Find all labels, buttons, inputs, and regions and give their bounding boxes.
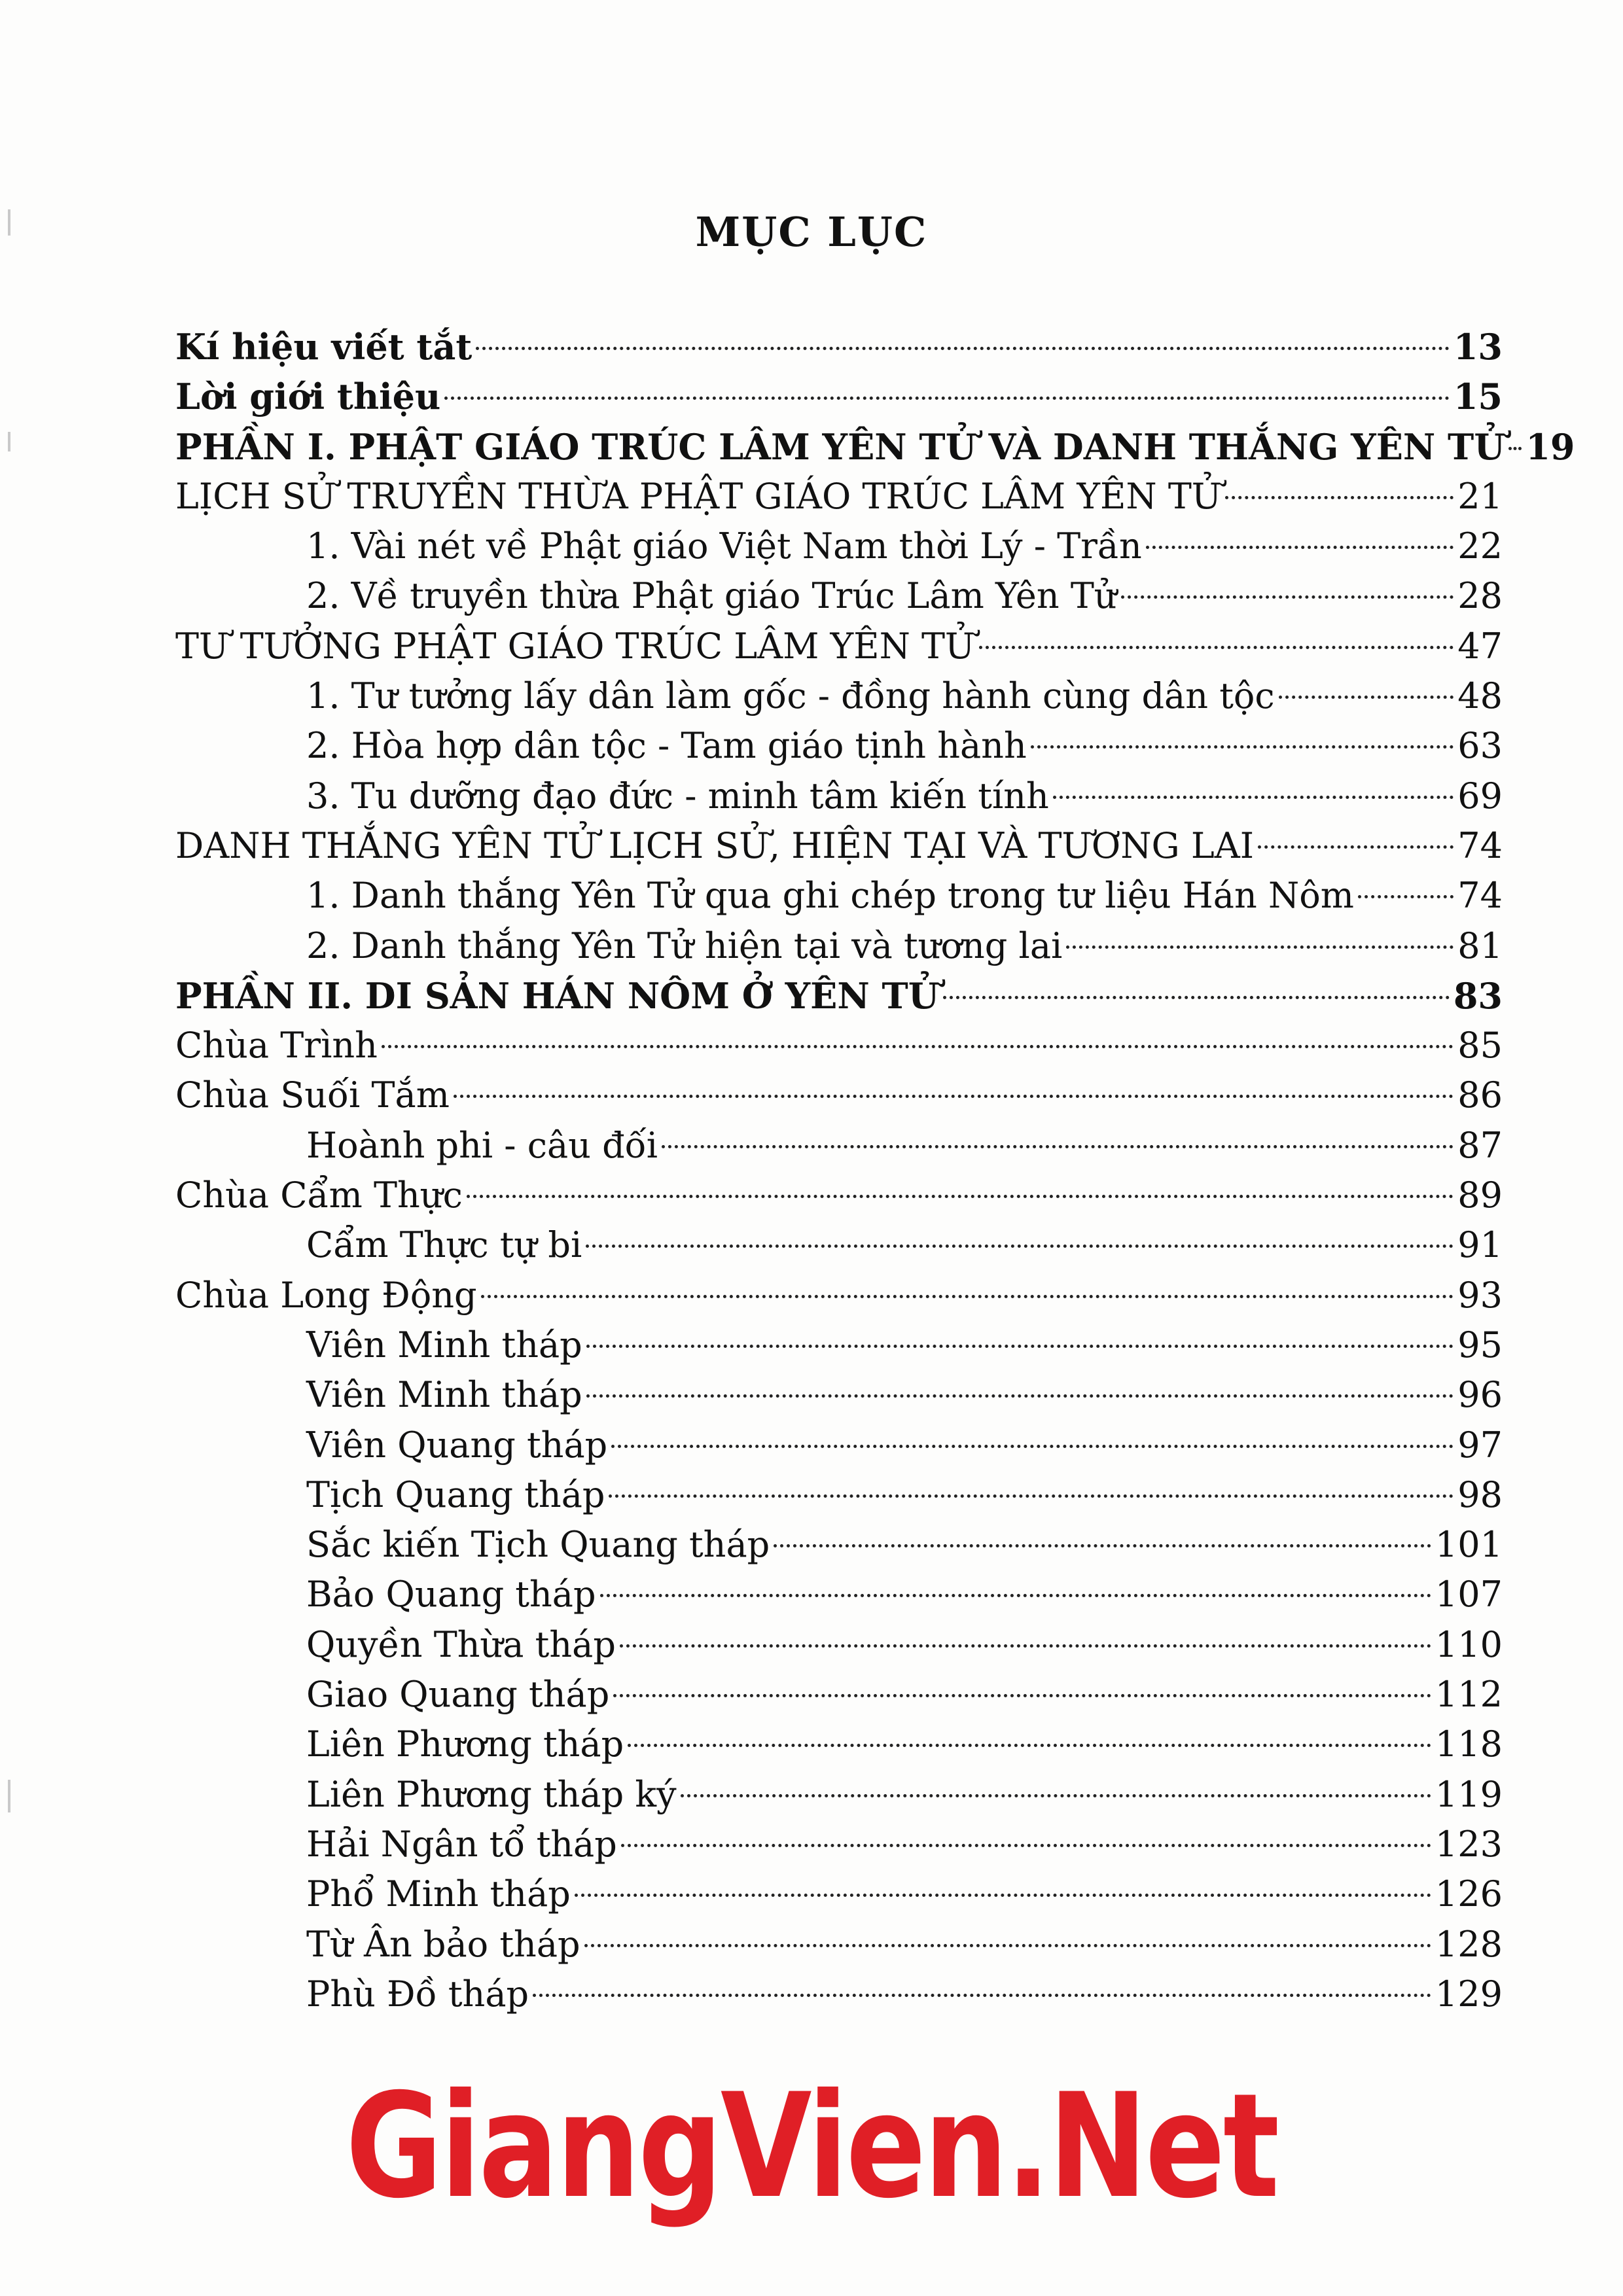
toc-entry[interactable] xyxy=(175,921,1503,971)
table-of-contents xyxy=(175,322,1575,2019)
scan-edge-mark xyxy=(8,432,10,451)
page-title: MỤC LỤC xyxy=(695,208,928,256)
toc-entry-title: Chùa Long Động xyxy=(175,1274,477,1316)
toc-entry-page-number: 128 xyxy=(1435,1923,1503,1965)
toc-entry[interactable] xyxy=(175,1770,1503,1820)
toc-entry-page-number: 86 xyxy=(1457,1074,1503,1116)
toc-entry-page-number: 83 xyxy=(1453,974,1503,1017)
toc-entry-page-number: 110 xyxy=(1435,1623,1503,1665)
toc-entry[interactable] xyxy=(175,1720,1503,1769)
toc-entry[interactable] xyxy=(175,971,1503,1021)
dot-leader xyxy=(681,1794,1431,1797)
dot-leader xyxy=(628,1744,1431,1747)
toc-entry-title: Chùa Cẩm Thực xyxy=(175,1174,463,1216)
toc-entry-page-number: 47 xyxy=(1457,625,1503,667)
toc-entry-page-number: 118 xyxy=(1435,1723,1503,1765)
toc-entry[interactable] xyxy=(175,1470,1503,1520)
toc-entry-title: Giao Quang tháp xyxy=(306,1674,610,1716)
toc-entry-title: Chùa Trình xyxy=(175,1025,378,1067)
toc-entry-title: Bảo Quang tháp xyxy=(306,1574,596,1616)
toc-entry[interactable] xyxy=(175,1070,1503,1120)
toc-entry-page-number: 74 xyxy=(1457,824,1503,866)
toc-entry-title: Liên Phương tháp xyxy=(306,1723,624,1765)
toc-entry-title: Viên Minh tháp xyxy=(306,1374,582,1416)
toc-entry-title: 1. Vài nét về Phật giáo Việt Nam thời Lý - Trần xyxy=(306,525,1142,567)
toc-entry-page-number: 101 xyxy=(1435,1524,1503,1566)
toc-entry-title: 1. Danh thắng Yên Tử qua ghi chép trong tư liệu Hán Nôm xyxy=(306,875,1354,917)
dot-leader xyxy=(467,1195,1454,1198)
dot-leader xyxy=(611,1445,1454,1448)
toc-entry-title: TƯ TƯỞNG PHẬT GIÁO TRÚC LÂM YÊN TỬ xyxy=(175,625,975,667)
dot-leader xyxy=(609,1494,1454,1498)
toc-entry-page-number: 19 xyxy=(1525,425,1575,468)
toc-entry-title: Liên Phương tháp ký xyxy=(306,1773,677,1815)
toc-entry[interactable] xyxy=(175,1969,1503,2019)
toc-entry-title: 3. Tu dưỡng đạo đức - minh tâm kiến tính xyxy=(306,775,1049,817)
toc-entry-title: Sắc kiến Tịch Quang tháp xyxy=(306,1524,770,1566)
toc-entry-page-number: 119 xyxy=(1435,1773,1503,1815)
toc-entry-title: Tịch Quang tháp xyxy=(306,1474,605,1515)
dot-leader xyxy=(620,1644,1431,1648)
toc-entry-page-number: 96 xyxy=(1457,1374,1503,1416)
toc-entry[interactable] xyxy=(175,1620,1503,1670)
toc-entry-page-number: 129 xyxy=(1435,1973,1503,2015)
toc-entry[interactable] xyxy=(175,1920,1503,1969)
dot-leader xyxy=(382,1045,1454,1048)
toc-entry-page-number: 81 xyxy=(1457,925,1503,966)
toc-entry[interactable] xyxy=(175,422,1575,472)
dot-leader xyxy=(621,1844,1431,1847)
dot-leader xyxy=(1508,447,1522,450)
toc-entry-title: Viên Quang tháp xyxy=(306,1424,608,1466)
toc-entry[interactable] xyxy=(175,322,1503,372)
dot-leader xyxy=(1258,845,1454,849)
dot-leader xyxy=(943,996,1450,999)
toc-entry[interactable] xyxy=(175,1271,1503,1320)
toc-entry-page-number: 107 xyxy=(1435,1574,1503,1616)
toc-entry[interactable] xyxy=(175,721,1503,771)
toc-entry[interactable] xyxy=(175,1320,1503,1370)
dot-leader xyxy=(1121,595,1454,599)
toc-entry-page-number: 89 xyxy=(1457,1174,1503,1216)
toc-entry[interactable] xyxy=(175,1570,1503,1619)
toc-entry-page-number: 85 xyxy=(1457,1025,1503,1067)
toc-entry-title: Cẩm Thực tự bi xyxy=(306,1224,582,1266)
toc-entry-title: PHẦN II. DI SẢN HÁN NÔM Ở YÊN TỬ xyxy=(175,974,939,1017)
dot-leader xyxy=(586,1245,1454,1248)
dot-leader xyxy=(575,1894,1431,1897)
toc-entry-page-number: 69 xyxy=(1457,775,1503,817)
toc-entry[interactable] xyxy=(175,771,1503,821)
toc-entry-title: 2. Hòa hợp dân tộc - Tam giáo tịnh hành xyxy=(306,725,1027,767)
toc-entry-title: LỊCH SỬ TRUYỀN THỪA PHẬT GIÁO TRÚC LÂM YÊN TỬ xyxy=(175,475,1222,517)
toc-entry[interactable] xyxy=(175,1869,1503,1919)
toc-entry[interactable] xyxy=(175,1421,1503,1470)
toc-entry-title: Chùa Suối Tắm xyxy=(175,1074,450,1116)
toc-entry-page-number: 95 xyxy=(1457,1324,1503,1366)
dot-leader xyxy=(476,347,1450,350)
toc-entry[interactable] xyxy=(175,472,1503,521)
dot-leader xyxy=(1031,745,1454,749)
toc-entry-page-number: 126 xyxy=(1435,1873,1503,1915)
toc-entry[interactable] xyxy=(175,871,1503,921)
toc-entry[interactable] xyxy=(175,1370,1503,1420)
toc-entry[interactable] xyxy=(175,1820,1503,1869)
toc-entry-title: DANH THẮNG YÊN TỬ LỊCH SỬ, HIỆN TẠI VÀ TƯƠNG LAI xyxy=(175,824,1255,866)
toc-entry-title: Phù Đồ tháp xyxy=(306,1973,529,2015)
toc-entry[interactable] xyxy=(175,1670,1503,1720)
dot-leader xyxy=(1225,496,1454,499)
toc-entry-page-number: 87 xyxy=(1457,1124,1503,1166)
dot-leader xyxy=(533,1994,1431,1997)
toc-entry-title: Lời giới thiệu xyxy=(175,376,441,418)
toc-entry-title: Quyền Thừa tháp xyxy=(306,1623,616,1665)
toc-entry-title: 2. Danh thắng Yên Tử hiện tại và tương lai xyxy=(306,925,1063,966)
toc-entry-page-number: 91 xyxy=(1457,1224,1503,1266)
dot-leader xyxy=(586,1394,1454,1398)
dot-leader xyxy=(1358,895,1454,898)
toc-entry-page-number: 112 xyxy=(1435,1674,1503,1716)
toc-entry-page-number: 63 xyxy=(1457,725,1503,767)
toc-entry-page-number: 28 xyxy=(1457,575,1503,617)
toc-entry-title: Viên Minh tháp xyxy=(306,1324,582,1366)
dot-leader xyxy=(613,1694,1431,1697)
watermark-logo: GiangVien.Net xyxy=(346,2062,1277,2230)
toc-entry-page-number: 97 xyxy=(1457,1424,1503,1466)
toc-entry-page-number: 123 xyxy=(1435,1823,1503,1865)
dot-leader xyxy=(481,1295,1454,1298)
toc-entry-page-number: 15 xyxy=(1453,376,1503,418)
toc-entry-page-number: 93 xyxy=(1457,1274,1503,1316)
toc-entry-title: Kí hiệu viết tắt xyxy=(175,326,473,368)
dot-leader xyxy=(1146,546,1454,549)
toc-entry-title: 1. Tư tưởng lấy dân làm gốc - đồng hành cùng dân tộc xyxy=(306,675,1275,717)
dot-leader xyxy=(1279,696,1454,699)
toc-entry[interactable] xyxy=(175,372,1503,421)
toc-entry-title: Phổ Minh tháp xyxy=(306,1873,571,1915)
toc-entry-page-number: 98 xyxy=(1457,1474,1503,1515)
toc-entry[interactable] xyxy=(175,671,1503,721)
toc-entry[interactable] xyxy=(175,1021,1503,1070)
toc-entry[interactable] xyxy=(175,622,1503,671)
toc-entry-page-number: 48 xyxy=(1457,675,1503,717)
dot-leader xyxy=(444,397,1450,400)
dot-leader xyxy=(1066,945,1454,949)
dot-leader xyxy=(454,1095,1454,1098)
toc-entry-title: Hoành phi - câu đối xyxy=(306,1124,658,1166)
toc-entry-title: Hải Ngân tổ tháp xyxy=(306,1823,617,1865)
dot-leader xyxy=(1053,796,1454,799)
toc-entry-page-number: 13 xyxy=(1453,326,1503,368)
toc-entry[interactable] xyxy=(175,821,1503,871)
toc-entry[interactable] xyxy=(175,1520,1503,1570)
toc-entry-page-number: 74 xyxy=(1457,875,1503,917)
dot-leader xyxy=(586,1345,1454,1348)
scan-edge-mark xyxy=(8,1780,10,1812)
toc-entry-title: 2. Về truyền thừa Phật giáo Trúc Lâm Yên Tử xyxy=(306,575,1117,617)
dot-leader xyxy=(600,1594,1431,1597)
dot-leader xyxy=(979,646,1454,649)
toc-entry[interactable] xyxy=(175,521,1503,571)
toc-entry-page-number: 21 xyxy=(1457,475,1503,517)
toc-entry[interactable] xyxy=(175,571,1503,621)
toc-entry-page-number: 22 xyxy=(1457,525,1503,567)
toc-entry[interactable] xyxy=(175,1121,1503,1171)
toc-entry[interactable] xyxy=(175,1171,1503,1220)
dot-leader xyxy=(662,1145,1454,1148)
toc-entry-title: Từ Ân bảo tháp xyxy=(306,1923,580,1965)
toc-entry-title: PHẦN I. PHẬT GIÁO TRÚC LÂM YÊN TỬ VÀ DANH THẮNG YÊN TỬ xyxy=(175,425,1505,468)
dot-leader xyxy=(774,1544,1431,1547)
toc-entry[interactable] xyxy=(175,1220,1503,1270)
dot-leader xyxy=(584,1944,1431,1947)
